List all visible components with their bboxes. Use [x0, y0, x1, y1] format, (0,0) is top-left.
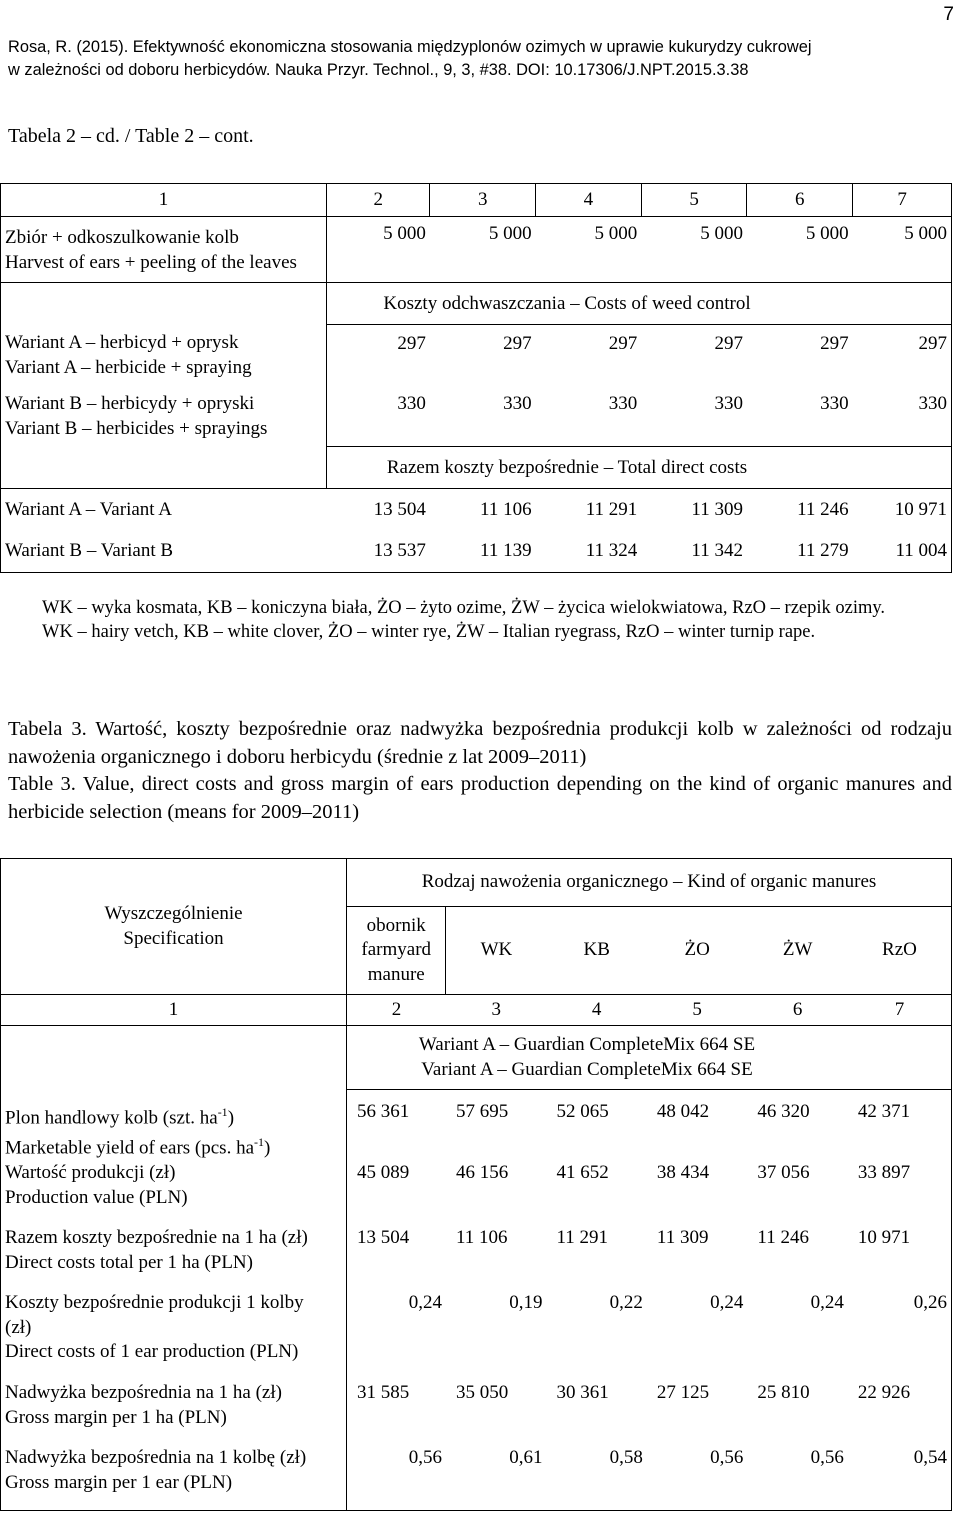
table-cell: 45 089 [357, 1162, 410, 1184]
row-label-pl: Koszty bezpośrednie produkcji 1 kolby [5, 1292, 304, 1314]
row-label [1, 1291, 347, 1381]
table-cell: 46 156 [455, 1162, 509, 1184]
table-cell: 41 652 [556, 1162, 609, 1184]
table-cell: 330 [853, 385, 952, 447]
row-label [1, 1090, 347, 1162]
row-label [1, 325, 327, 385]
table-row [1, 217, 952, 283]
row-label-en: Variant B – herbicides + sprayings [5, 417, 268, 439]
table-row [1, 489, 952, 531]
row-label: Wariant B – Variant B [1, 531, 327, 573]
table-cell: 11 139 [430, 531, 536, 573]
header-line-1: Rosa, R. (2015). Efektywność ekonomiczna stosowania międzyplonów ozimych w uprawie kukurydzy cukrowej [8, 38, 812, 56]
table3-caption [8, 716, 952, 826]
page-number: 7 [943, 4, 954, 25]
table2-caption: Tabela 2 – cd. / Table 2 – cont. [8, 125, 254, 147]
table-cell: 11 106 [480, 498, 532, 520]
table-cell: 330 [397, 392, 426, 414]
crop-header: KB [546, 907, 646, 995]
row-label-en: Gross margin per 1 ear (PLN) [5, 1471, 233, 1493]
table2-colnum: 5 [641, 184, 747, 217]
superscript: -1 [254, 1135, 265, 1150]
footnote-en: WK – hairy vetch, KB – white clover, ŻO – winter rye, ŻW – Italian ryegrass, RzO – winter turnip rape. [42, 622, 816, 642]
table-cell: 57 695 [455, 1101, 509, 1122]
row-label [1, 1226, 347, 1291]
table-cell: 0,54 [848, 1446, 952, 1510]
table3-variant-row [1, 1026, 952, 1090]
table3-caption-en: Table 3. Value, direct costs and gross margin of ears production depending on the kind of organic manures and herbicide selection (means for 2009–2011) [8, 773, 952, 823]
table-cell: 52 065 [556, 1101, 609, 1122]
table-cell: 56 361 [357, 1101, 410, 1122]
row-label-pl-text: Plon handlowy kolb (szt. ha [5, 1106, 218, 1128]
row-label-en: Harvest of ears + peeling of the leaves [5, 251, 297, 273]
table2-section-total [1, 447, 952, 489]
table-cell: 330 [608, 392, 638, 414]
table-row [1, 1090, 952, 1162]
variant-header [347, 1026, 952, 1090]
table-cell: 11 342 [641, 531, 747, 573]
table-cell: 0,19 [509, 1292, 543, 1314]
row-label [1, 1161, 347, 1226]
row-label-pl: Nadwyżka bezpośrednia na 1 kolbę (zł) [5, 1447, 307, 1469]
row-label-en: Gross margin per 1 ha (PLN) [5, 1406, 227, 1428]
table2-colnum: 1 [1, 184, 327, 217]
table-cell: 5 000 [430, 217, 536, 283]
row-label-pl: Wartość produkcji (zł) [5, 1162, 176, 1184]
table-row [1, 1381, 952, 1446]
crop-header: RzO [848, 907, 952, 995]
table3-header-row [1, 859, 952, 907]
table3-colnum: 6 [747, 995, 847, 1026]
spec-header-en: Specification [123, 927, 224, 949]
spec-header [1, 859, 347, 995]
table3-colnum: 4 [546, 995, 646, 1026]
table-cell: 27 125 [656, 1382, 710, 1404]
row-label: Wariant A – Variant A [1, 489, 327, 531]
table-cell: 11 106 [455, 1227, 508, 1249]
row-label [1, 217, 327, 283]
table-cell: 10 971 [853, 489, 952, 531]
table-cell: 0,24 [810, 1292, 844, 1314]
row-label-en-end: ) [264, 1137, 271, 1159]
table-row [1, 1446, 952, 1510]
table-cell: 0,24 [710, 1292, 744, 1314]
table-cell: 30 361 [556, 1382, 609, 1404]
table-cell: 11 309 [656, 1227, 709, 1249]
footnote-pl: WK – wyka kosmata, KB – koniczyna biała, ŻO – żyto ozime, ŻW – życica wielokwiatowa, RzO – rzepik ozimy. [42, 598, 886, 618]
row-label-pl [5, 1100, 342, 1131]
table-row [1, 325, 952, 385]
row-label [1, 385, 327, 447]
table-cell: 11 291 [556, 1227, 608, 1249]
table3-colnum: 1 [1, 995, 347, 1026]
table-cell: 25 810 [757, 1382, 810, 1404]
section-header [327, 447, 952, 489]
table-3 [0, 858, 952, 1511]
kind-header: Rodzaj nawożenia organicznego – Kind of organic manures [347, 859, 952, 907]
table-cell: 297 [503, 333, 532, 354]
table-cell: 5 000 [641, 217, 747, 283]
row-label-en [5, 1130, 342, 1161]
table-2 [0, 183, 952, 573]
row-label-pl: Wariant A – herbicyd + oprysk [5, 331, 239, 353]
crop-header: WK [446, 907, 546, 995]
row-label-pl-unit: (zł) [5, 1316, 32, 1338]
table-cell: 37 056 [757, 1162, 810, 1184]
table-cell: 22 926 [848, 1381, 952, 1446]
row-label-pl: Zbiór + odkoszulkowanie kolb [5, 226, 239, 248]
table-cell: 11 246 [757, 1227, 809, 1249]
table-row [1, 1161, 952, 1226]
table2-column-numbers [1, 184, 952, 217]
table-cell: 330 [820, 392, 849, 414]
table2-colnum: 4 [536, 184, 642, 217]
table-cell: 0,24 [408, 1292, 442, 1314]
table3-colnum: 2 [347, 995, 446, 1026]
row-label-pl-end: ) [227, 1106, 235, 1128]
manure-header-en-2: manure [367, 963, 425, 985]
variant-header-en: Variant A – Guardian CompleteMix 664 SE [421, 1058, 753, 1080]
table-cell: 35 050 [455, 1382, 509, 1404]
table-cell: 330 [503, 392, 532, 414]
table-cell: 11 004 [853, 531, 952, 573]
table2-colnum: 6 [747, 184, 853, 217]
table2-colnum: 3 [430, 184, 536, 217]
table-cell: 5 000 [327, 217, 430, 283]
table-cell: 297 [714, 333, 743, 354]
table-cell: 10 971 [848, 1226, 952, 1291]
table3-colnum: 7 [848, 995, 952, 1026]
table-cell: 5 000 [536, 217, 642, 283]
section-header-text: Razem koszty bezpośrednie – Total direct costs [386, 456, 748, 478]
table3-colnum: 3 [446, 995, 546, 1026]
variant-header-pl: Wariant A – Guardian CompleteMix 664 SE [418, 1034, 756, 1055]
table-cell: 33 897 [848, 1161, 952, 1226]
table-cell: 13 504 [357, 1227, 410, 1249]
crop-header: ŻO [647, 907, 747, 995]
table-cell: 11 279 [747, 531, 853, 573]
table-cell: 31 585 [357, 1382, 410, 1404]
table-cell: 5 000 [853, 217, 952, 283]
table-row [1, 1291, 952, 1381]
row-label-en-text: Marketable yield of ears (pcs. ha [5, 1137, 255, 1159]
manure-header [347, 907, 446, 995]
table-cell: 13 504 [373, 498, 426, 520]
row-label-pl: Nadwyżka bezpośrednia na 1 ha (zł) [5, 1382, 282, 1404]
table-cell: 42 371 [848, 1090, 952, 1162]
table-cell: 0,56 [747, 1446, 847, 1510]
running-header [8, 36, 952, 82]
table-cell: 46 320 [757, 1101, 810, 1122]
table-cell: 297 [853, 325, 952, 385]
table-row [1, 531, 952, 573]
table-row [1, 385, 952, 447]
manure-header-pl: obornik [366, 914, 426, 936]
row-label-en: Direct costs of 1 ear production (PLN) [5, 1341, 299, 1363]
table-cell: 297 [397, 333, 426, 354]
section-header-text: Koszty odchwaszczania – Costs of weed control [383, 292, 751, 314]
row-label-pl: Wariant B – herbicydy + opryski [5, 392, 255, 414]
table-cell: 0,56 [347, 1446, 446, 1510]
table-cell: 11 246 [797, 498, 849, 520]
variant-header-text [227, 1033, 947, 1082]
superscript: -1 [217, 1104, 228, 1119]
table-cell: 297 [608, 333, 638, 354]
table-row [1, 1226, 952, 1291]
table2-colnum: 2 [327, 184, 430, 217]
row-label [1, 1381, 347, 1446]
table2-footnote [8, 596, 948, 644]
table2-section-weed [1, 283, 952, 325]
table3-caption-pl: Tabela 3. Wartość, koszty bezpośrednie oraz nadwyżka bezpośrednia produkcji kolb w zależności od rodzaju nawożenia organicznego i doboru herbicydu (średnie z lat 2009–2011) [8, 718, 952, 768]
row-label-en: Variant A – herbicide + spraying [5, 356, 252, 378]
table-cell: 13 537 [327, 531, 430, 573]
table-cell: 48 042 [656, 1101, 710, 1122]
table3-colnum: 5 [647, 995, 747, 1026]
crop-header: ŻW [747, 907, 847, 995]
table-cell: 0,56 [647, 1446, 747, 1510]
row-label-en: Direct costs total per 1 ha (PLN) [5, 1251, 253, 1273]
table2-colnum: 7 [853, 184, 952, 217]
section-header [327, 283, 952, 325]
table-cell: 11 291 [585, 498, 638, 520]
row-label-pl: Razem koszty bezpośrednie na 1 ha (zł) [5, 1227, 308, 1249]
header-line-2: w zależności od doboru herbicydów. Nauka Przyr. Technol., 9, 3, #38. DOI: 10.17306/J.NPT.2015.3.38 [8, 61, 749, 79]
table-cell: 0,58 [546, 1446, 646, 1510]
table-cell: 0,61 [446, 1446, 546, 1510]
manure-header-en-1: farmyard [361, 939, 432, 961]
table-cell: 5 000 [747, 217, 853, 283]
table-cell: 11 324 [536, 531, 642, 573]
table-cell: 297 [820, 333, 849, 354]
row-label [1, 1446, 347, 1510]
spec-header-pl: Wyszczególnienie [104, 903, 243, 924]
table-cell: 330 [714, 392, 743, 414]
table3-column-numbers [1, 995, 952, 1026]
table-cell: 38 434 [656, 1162, 710, 1184]
table-cell: 0,22 [609, 1292, 643, 1314]
table-cell: 0,26 [848, 1291, 952, 1381]
table-cell: 11 309 [691, 498, 743, 520]
row-label-en: Production value (PLN) [5, 1186, 188, 1208]
